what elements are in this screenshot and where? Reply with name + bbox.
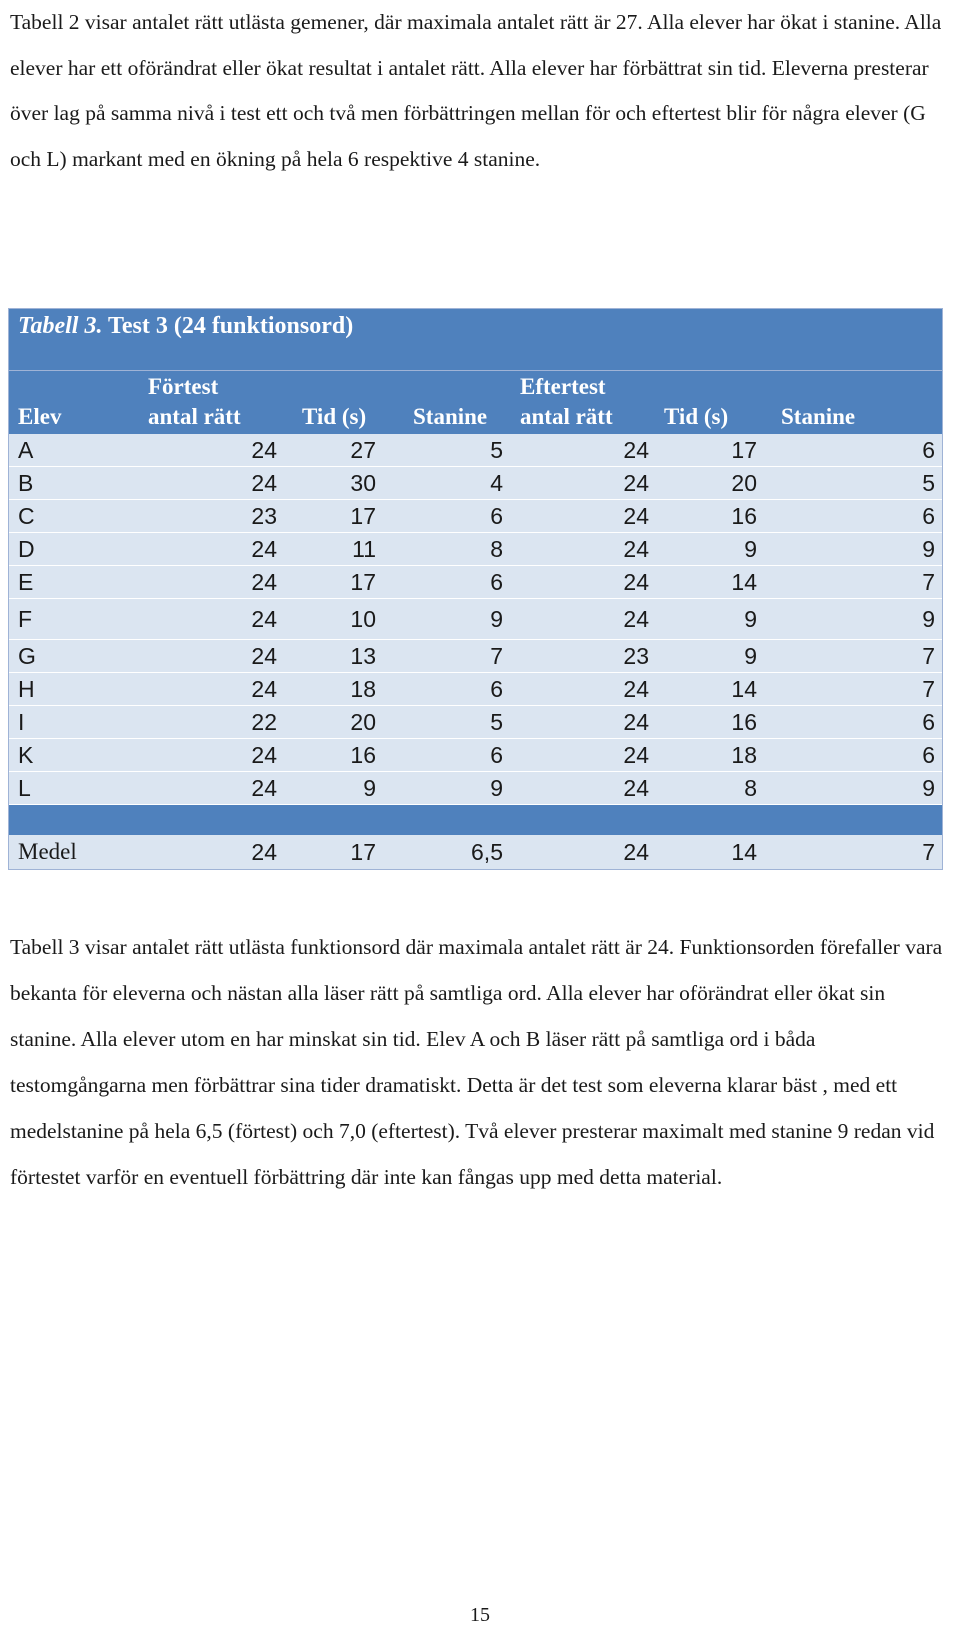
- cell-eftertest-rights: 24: [623, 676, 649, 702]
- cell-fortest-stanine: 6: [490, 503, 503, 529]
- cell-eftertest-stanine: 6: [922, 742, 935, 768]
- header-fortest-stanine: Stanine: [413, 404, 488, 429]
- cell-fortest-rights: 24: [251, 437, 277, 463]
- cell-eftertest-stanine: 6: [922, 437, 935, 463]
- results-table: [9, 371, 942, 869]
- cell-eftertest-rights: 24: [623, 569, 649, 595]
- table-caption-text: Test 3 (24 funktionsord): [108, 313, 354, 339]
- table-row: [9, 599, 942, 640]
- cell-fortest-time: 9: [363, 775, 376, 801]
- cell-fortest-rights: 24: [251, 775, 277, 801]
- cell-eftertest-stanine: 9: [922, 536, 935, 562]
- table-header-row: [9, 371, 942, 434]
- cell-fortest-rights: 23: [251, 503, 277, 529]
- cell-fortest-stanine: 5: [490, 709, 503, 735]
- cell-mean-label: Medel: [18, 839, 77, 864]
- cell-fortest-time: 10: [350, 606, 376, 632]
- cell-fortest-stanine: 9: [490, 775, 503, 801]
- cell-fortest-time: 30: [350, 470, 376, 496]
- cell-eftertest-time: 9: [744, 643, 757, 669]
- table-row: [9, 467, 942, 500]
- cell-fortest-time: 13: [350, 643, 376, 669]
- cell-eftertest-rights: 24: [623, 437, 649, 463]
- header-eftertest-stanine: Stanine: [781, 404, 856, 429]
- cell-mean-fortest-time: 17: [350, 839, 376, 865]
- table-row: [9, 739, 942, 772]
- table-row: [9, 706, 942, 739]
- cell-fortest-rights: 24: [251, 643, 277, 669]
- cell-eftertest-stanine: 7: [922, 676, 935, 702]
- cell-eftertest-stanine: 9: [922, 775, 935, 801]
- cell-eftertest-time: 9: [744, 606, 757, 632]
- cell-eftertest-stanine: 5: [922, 470, 935, 496]
- cell-fortest-time: 17: [350, 569, 376, 595]
- cell-fortest-stanine: 4: [490, 470, 503, 496]
- header-eftertest-rights: Eftertest antal rätt: [520, 374, 613, 429]
- cell-eftertest-time: 9: [744, 536, 757, 562]
- cell-fortest-stanine: 8: [490, 536, 503, 562]
- table-row: [9, 500, 942, 533]
- cell-elev: E: [18, 569, 34, 595]
- cell-elev: G: [18, 643, 36, 669]
- cell-eftertest-stanine: 9: [922, 606, 935, 632]
- cell-mean-eftertest-stanine: 7: [922, 839, 935, 865]
- cell-fortest-time: 17: [350, 503, 376, 529]
- cell-fortest-stanine: 6: [490, 569, 503, 595]
- cell-eftertest-rights: 24: [623, 709, 649, 735]
- cell-eftertest-time: 14: [731, 569, 757, 595]
- cell-elev: C: [18, 503, 35, 529]
- cell-eftertest-rights: 24: [623, 470, 649, 496]
- cell-eftertest-time: 17: [731, 437, 757, 463]
- cell-mean-fortest-rights: 24: [251, 839, 277, 865]
- cell-fortest-time: 11: [352, 536, 376, 562]
- cell-fortest-stanine: 6: [490, 676, 503, 702]
- cell-fortest-time: 27: [350, 437, 376, 463]
- cell-eftertest-time: 14: [731, 676, 757, 702]
- cell-eftertest-time: 20: [731, 470, 757, 496]
- table-row: [9, 640, 942, 673]
- table-row: [9, 772, 942, 805]
- cell-eftertest-stanine: 6: [922, 503, 935, 529]
- page-number: 15: [470, 1604, 490, 1626]
- table-caption: [9, 309, 942, 371]
- cell-eftertest-rights: 24: [623, 606, 649, 632]
- cell-fortest-time: 20: [350, 709, 376, 735]
- cell-fortest-time: 16: [350, 742, 376, 768]
- analysis-paragraph: Tabell 3 visar antalet rätt utlästa funktionsord där maximala antalet rätt är 24. Funktionsorden förefaller vara bekanta för eleverna och nästan alla läser rätt på samtliga ord. Alla elever har oförändrat eller ökat sin stanine. Alla elever utom en har minskat sin tid. Elev A och B läser rätt på samtliga ord i båda testomgångarna men förbättrar sina tider dramatiskt. Detta är det test som eleverna klarar bäst , med ett medelstanine på hela 6,5 (förtest) och 7,0 (eftertest). Två elever presterar maximalt med stanine 9 redan vid förtestet varför en eventuell förbättring där inte kan fångas upp med detta material.: [10, 935, 943, 1189]
- table-row: [9, 533, 942, 566]
- cell-eftertest-rights: 24: [623, 503, 649, 529]
- header-elev: Elev: [18, 404, 62, 429]
- cell-eftertest-time: 8: [744, 775, 757, 801]
- table-row: [9, 566, 942, 599]
- cell-mean-eftertest-time: 14: [731, 839, 757, 865]
- cell-mean-eftertest-rights: 24: [623, 839, 649, 865]
- cell-elev: A: [18, 437, 34, 463]
- header-eftertest-time: Tid (s): [664, 404, 729, 429]
- cell-eftertest-stanine: 7: [922, 643, 935, 669]
- cell-eftertest-time: 16: [731, 503, 757, 529]
- cell-fortest-rights: 24: [251, 569, 277, 595]
- cell-elev: D: [18, 536, 35, 562]
- table-row: [9, 434, 942, 467]
- intro-paragraph: Tabell 2 visar antalet rätt utlästa gemener, där maximala antalet rätt är 27. Alla elever har ökat i stanine. Alla elever har ett oförändrat eller ökat resultat i antalet rätt. Alla elever har förbättrat sin tid. Eleverna presterar över lag på samma nivå i test ett och två men förbättringen mellan för och eftertest blir för några elever (G och L) markant med en ökning på hela 6 respektive 4 stanine.: [10, 10, 942, 171]
- cell-fortest-stanine: 9: [490, 606, 503, 632]
- cell-elev: L: [18, 775, 31, 801]
- table-spacer-band: [9, 805, 942, 836]
- cell-eftertest-rights: 24: [623, 775, 649, 801]
- stanine-table: [8, 308, 943, 870]
- cell-fortest-rights: 24: [251, 676, 277, 702]
- table-mean-row: [9, 835, 942, 869]
- header-fortest-time: Tid (s): [302, 404, 367, 429]
- table-row: [9, 673, 942, 706]
- cell-mean-fortest-stanine: 6,5: [471, 839, 503, 865]
- cell-fortest-time: 18: [350, 676, 376, 702]
- cell-eftertest-rights: 24: [623, 742, 649, 768]
- cell-fortest-rights: 24: [251, 470, 277, 496]
- header-fortest-rights: Förtest antal rätt: [148, 374, 241, 429]
- cell-elev: B: [18, 470, 34, 496]
- table-caption-label: Tabell 3.: [18, 313, 103, 339]
- cell-eftertest-stanine: 6: [922, 709, 935, 735]
- cell-fortest-stanine: 7: [490, 643, 503, 669]
- cell-eftertest-time: 16: [731, 709, 757, 735]
- cell-elev: I: [18, 709, 25, 735]
- cell-elev: K: [18, 742, 34, 768]
- cell-fortest-stanine: 6: [490, 742, 503, 768]
- cell-eftertest-rights: 24: [623, 536, 649, 562]
- cell-fortest-rights: 24: [251, 536, 277, 562]
- cell-fortest-rights: 22: [251, 709, 277, 735]
- cell-fortest-rights: 24: [251, 742, 277, 768]
- cell-elev: F: [18, 606, 33, 632]
- cell-fortest-stanine: 5: [490, 437, 503, 463]
- cell-fortest-rights: 24: [251, 606, 277, 632]
- cell-eftertest-stanine: 7: [922, 569, 935, 595]
- cell-eftertest-time: 18: [731, 742, 757, 768]
- cell-elev: H: [18, 676, 35, 702]
- cell-eftertest-rights: 23: [623, 643, 649, 669]
